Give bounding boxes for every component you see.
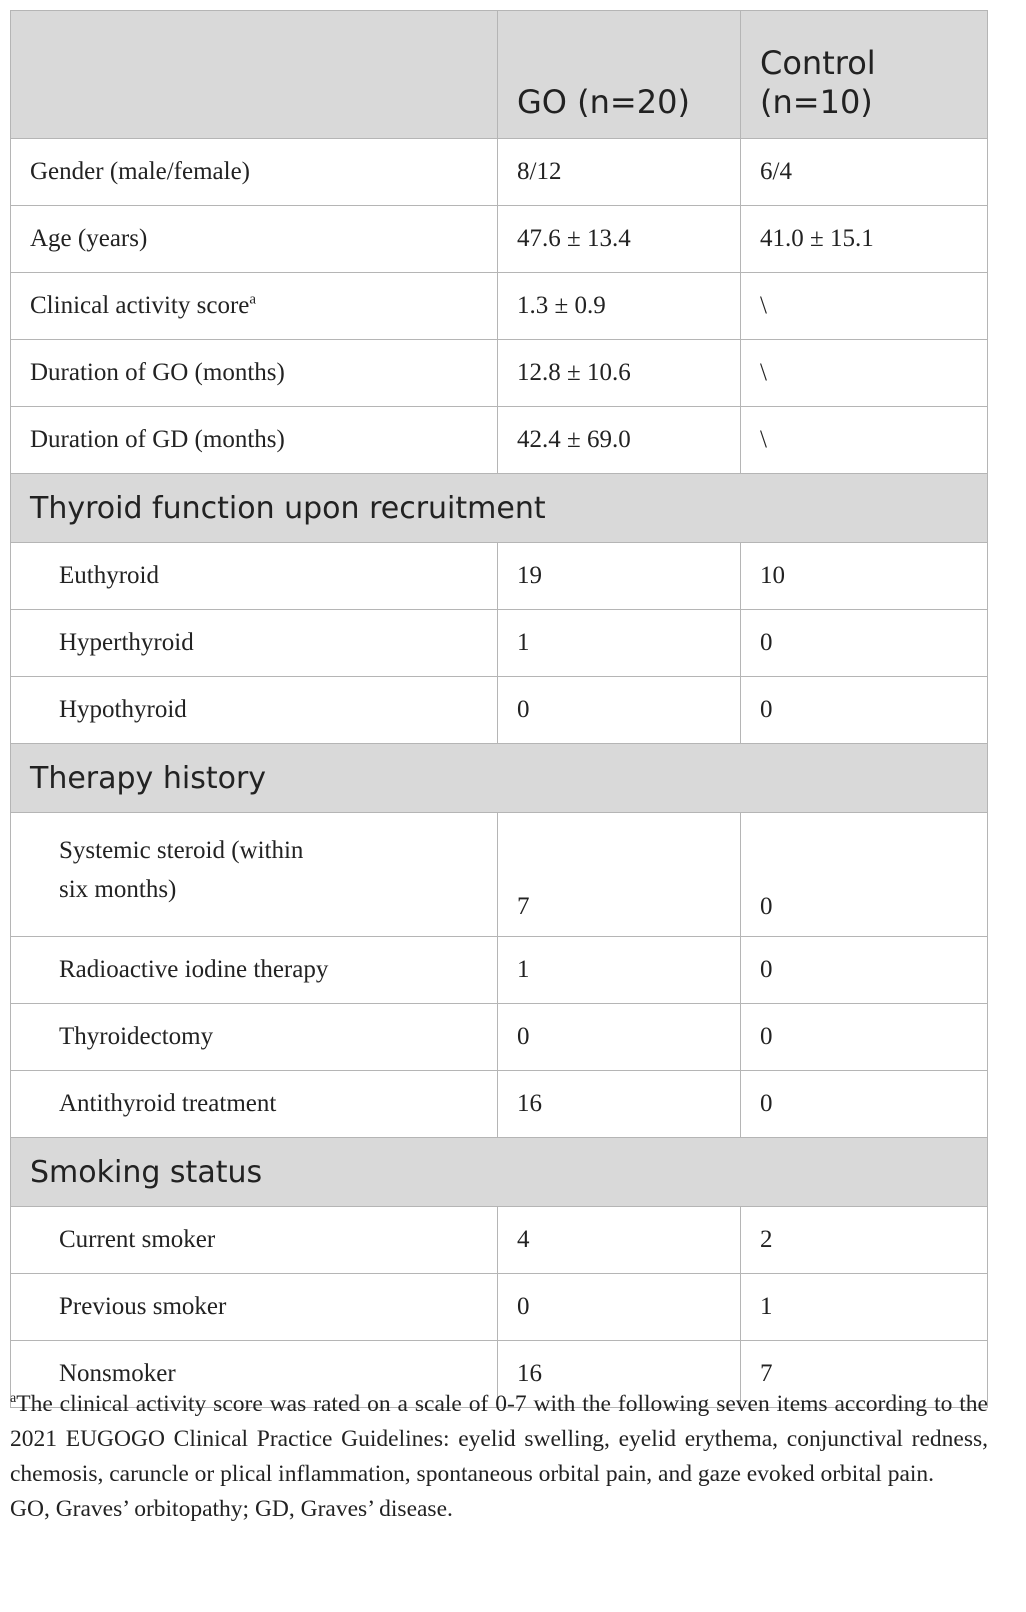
go-value: 16 — [498, 1071, 741, 1138]
row-label: Age (years) — [11, 206, 498, 273]
table-row — [11, 677, 988, 744]
control-value: 6/4 — [741, 139, 988, 206]
go-value: 1 — [498, 937, 741, 1004]
go-value: 0 — [498, 677, 741, 744]
section-title-therapy-history: Therapy history — [11, 744, 988, 813]
row-label: Nonsmoker — [11, 1341, 498, 1408]
go-value: 8/12 — [498, 139, 741, 206]
table-row — [11, 139, 988, 206]
control-value: 2 — [741, 1207, 988, 1274]
row-label-line1: Systemic steroid (within — [59, 837, 304, 864]
section-header-row — [11, 474, 988, 543]
table-footnotes — [10, 1387, 988, 1527]
table-row — [11, 340, 988, 407]
table-row — [11, 273, 988, 340]
footnote-a-text: The clinical activity score was rated on a scale of 0-7 with the following seven items according to the 2021 EUGOGO Clinical Practice Guidelines: eyelid swelling, eyelid erythema, conjunctival redness, chemosis, caruncle or plical inflammation, spontaneous orbital pain, and gaze evoked orbital pain. — [10, 1391, 988, 1487]
table-row — [11, 610, 988, 677]
control-value: \ — [741, 273, 988, 340]
table-row — [11, 1071, 988, 1138]
go-value: 19 — [498, 543, 741, 610]
control-value: 0 — [741, 610, 988, 677]
go-value: 0 — [498, 1004, 741, 1071]
row-label: Euthyroid — [11, 543, 498, 610]
row-label-text: Clinical activity score — [30, 292, 250, 319]
table-row — [11, 407, 988, 474]
header-control-line1: Control — [760, 44, 876, 82]
control-value: 7 — [741, 1341, 988, 1408]
control-value: 0 — [741, 1004, 988, 1071]
row-label: Previous smoker — [11, 1274, 498, 1341]
table-row — [11, 1274, 988, 1341]
section-header-row — [11, 1138, 988, 1207]
section-header-row — [11, 744, 988, 813]
control-value: 0 — [741, 813, 988, 937]
go-value: 42.4 ± 69.0 — [498, 407, 741, 474]
go-value: 47.6 ± 13.4 — [498, 206, 741, 273]
row-label — [11, 813, 498, 937]
header-control-col — [741, 11, 988, 139]
footnote-a-marker: a — [10, 1391, 17, 1407]
footnote-a — [10, 1387, 988, 1492]
table-row — [11, 1207, 988, 1274]
section-title-thyroid-function: Thyroid function upon recruitment — [11, 474, 988, 543]
control-value: \ — [741, 407, 988, 474]
table-header-row — [11, 11, 988, 139]
table-row — [11, 937, 988, 1004]
go-value: 16 — [498, 1341, 741, 1408]
control-value: 0 — [741, 677, 988, 744]
row-label: Antithyroid treatment — [11, 1071, 498, 1138]
control-value: \ — [741, 340, 988, 407]
control-value: 0 — [741, 937, 988, 1004]
header-label-col — [11, 11, 498, 139]
table-row — [11, 206, 988, 273]
go-value: 0 — [498, 1274, 741, 1341]
row-label: Duration of GO (months) — [11, 340, 498, 407]
row-label-line2: six months) — [59, 876, 177, 903]
control-value: 41.0 ± 15.1 — [741, 206, 988, 273]
go-value: 12.8 ± 10.6 — [498, 340, 741, 407]
control-value: 10 — [741, 543, 988, 610]
control-value: 0 — [741, 1071, 988, 1138]
section-title-smoking-status: Smoking status — [11, 1138, 988, 1207]
control-value: 1 — [741, 1274, 988, 1341]
footnote-abbreviations: GO, Graves’ orbitopathy; GD, Graves’ disease. — [10, 1496, 453, 1522]
row-label — [11, 273, 498, 340]
go-value: 4 — [498, 1207, 741, 1274]
row-label: Radioactive iodine therapy — [11, 937, 498, 1004]
demographics-table-container — [10, 10, 987, 1408]
table-row — [11, 813, 988, 937]
header-control-line2: (n=10) — [760, 83, 873, 121]
demographics-table — [10, 10, 988, 1408]
table-row — [11, 543, 988, 610]
footnote-marker: a — [249, 291, 257, 308]
table-row — [11, 1004, 988, 1071]
go-value: 7 — [498, 813, 741, 937]
header-go-col: GO (n=20) — [498, 11, 741, 139]
go-value: 1 — [498, 610, 741, 677]
row-label: Hypothyroid — [11, 677, 498, 744]
row-label: Hyperthyroid — [11, 610, 498, 677]
row-label: Current smoker — [11, 1207, 498, 1274]
row-label: Gender (male/female) — [11, 139, 498, 206]
go-value: 1.3 ± 0.9 — [498, 273, 741, 340]
row-label: Thyroidectomy — [11, 1004, 498, 1071]
row-label: Duration of GD (months) — [11, 407, 498, 474]
